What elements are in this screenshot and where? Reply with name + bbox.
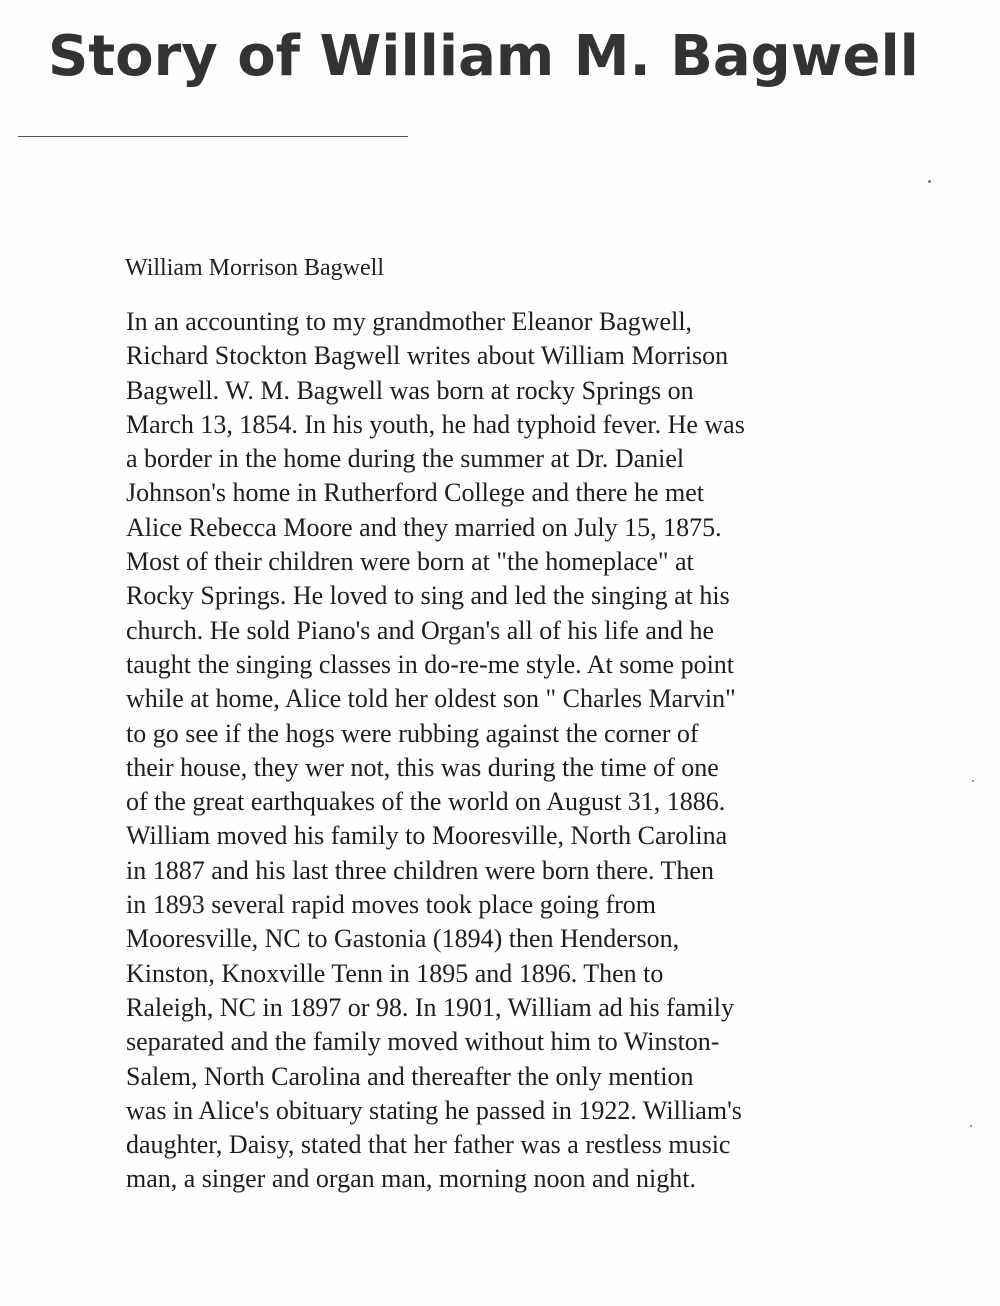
story-line: Kinston, Knoxville Tenn in 1895 and 1896. Then to (126, 958, 664, 988)
story-line: Richard Stockton Bagwell writes about William Morrison (126, 341, 729, 371)
story-line: William moved his family to Mooresville, North Carolina (126, 821, 728, 851)
story-line: separated and the family moved without him to Winston- (126, 1027, 720, 1057)
story-line: of the great earthquakes of the world on August 31, 1886. (126, 787, 726, 817)
story-line: Alice Rebecca Moore and they married on July 15, 1875. (126, 512, 722, 542)
story-line: Most of their children were born at "the homeplace" at (126, 547, 694, 577)
story-line: Mooresville, NC to Gastonia (1894) then Henderson, (126, 924, 680, 954)
title-divider (18, 136, 408, 137)
story-line: to go see if the hogs were rubbing against the corner of (126, 718, 699, 748)
story-line: in 1893 several rapid moves took place going from (126, 890, 656, 920)
story-line: church. He sold Piano's and Organ's all of his life and he (126, 615, 714, 645)
story-line: in 1887 and his last three children were born there. Then (126, 855, 714, 885)
page-title: Story of William M. Bagwell (48, 24, 919, 89)
story-line: taught the singing classes in do-re-me style. At some point (126, 649, 735, 679)
story-line: In an accounting to my grandmother Eleanor Bagwell, (126, 307, 693, 336)
story-line: was in Alice's obituary stating he passed in 1922. William's (126, 1095, 742, 1125)
scan-speck (928, 180, 931, 183)
story-line: Raleigh, NC in 1897 or 98. In 1901, William ad his family (126, 992, 734, 1022)
story-line: Johnson's home in Rutherford College and there he met (126, 478, 705, 508)
story-line: Salem, North Carolina and thereafter the only mention (126, 1061, 694, 1091)
story-line: Bagwell. W. M. Bagwell was born at rocky Springs on (126, 375, 694, 405)
story-line: daughter, Daisy, stated that her father was a restless music (126, 1130, 731, 1160)
scan-speck (970, 1125, 972, 1127)
story-line: man, a singer and organ man, morning noon and night. (126, 1164, 696, 1194)
story-line: March 13, 1854. In his youth, he had typhoid fever. He was (126, 409, 745, 439)
scan-speck (972, 780, 974, 782)
story-line: Rocky Springs. He loved to sing and led the singing at his (126, 581, 730, 611)
subject-name: William Morrison Bagwell (125, 255, 384, 281)
story-line: a border in the home during the summer at Dr. Daniel (126, 444, 685, 474)
story-body (126, 305, 886, 1197)
story-line: while at home, Alice told her oldest son " Charles Marvin" (126, 684, 736, 714)
story-line: their house, they wer not, this was during the time of one (126, 752, 719, 782)
